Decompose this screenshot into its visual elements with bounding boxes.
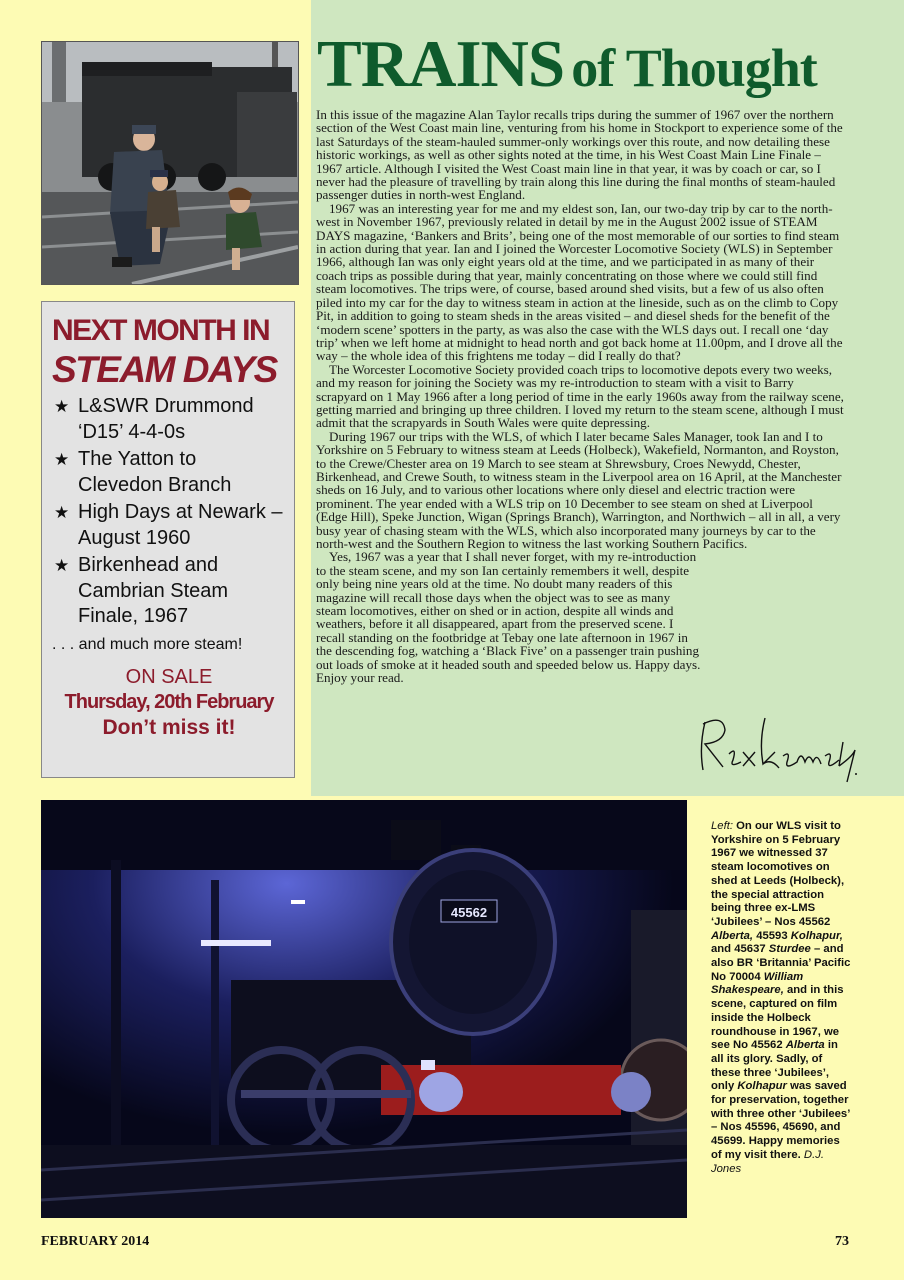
article-body xyxy=(316,108,846,684)
star-icon: ★ xyxy=(54,503,70,522)
more-steam-text: . . . and much more steam! xyxy=(52,635,243,653)
page-title: TRAINS of Thought xyxy=(317,27,817,101)
list-item: ★ The Yatton to Clevedon Branch xyxy=(54,448,232,496)
on-sale-label: ON SALE xyxy=(125,665,213,688)
star-icon: ★ xyxy=(54,450,70,469)
issue-date: FEBRUARY 2014 xyxy=(41,1234,150,1249)
star-icon: ★ xyxy=(54,556,70,575)
list-item: ★ Birkenhead and Cambrian Steam Finale, 1967 xyxy=(54,554,229,627)
next-month-box xyxy=(41,301,295,778)
steam-days-heading: STEAM DAYS xyxy=(52,349,277,390)
next-month-list xyxy=(52,394,286,630)
star-icon: ★ xyxy=(54,397,70,416)
article-paragraph: In this issue of the magazine Alan Taylor recalls trips during the summer of 1967 over the northern section of the West Coast main line, venturing from his home in Stockport to experience some of the last Saturdays of the steam-hauled summer-only workings over this route, and now detailing these historic workings, as well as other sights noted at the time, in his West Coast Main Line Finale – 1967 article. Although I visited the West Coast main line in that year, it was by coach or car, so I never had the pleasure of travelling by train along this line during the final months of steam-hauled passenger duties in north-west England. xyxy=(316,107,843,203)
next-month-heading: NEXT MONTH IN xyxy=(52,314,270,347)
list-item: ★ High Days at Newark – August 1960 xyxy=(54,501,283,549)
editor-signature xyxy=(693,712,863,784)
article-paragraph: The Worcester Locomotive Society provided coach trips to locomotive depots every two weeks, and my reason for joining the Society was my re-introduction to steam with a visit to Barry scrapyard on 1 May 1966 after a long period of time in the early 1960s away from the railway scene, getting married and bringing up three children. I loved my return to the steam scene, although I must admit that the scrapyards in South Wales were quite depressing. xyxy=(316,361,844,431)
list-item: ★ L&SWR Drummond ‘D15’ 4-4-0s xyxy=(54,395,254,443)
photo-locomotive-45562 xyxy=(41,800,687,1218)
photo-engine-shed xyxy=(41,41,299,285)
photo-credit: D.J. Jones xyxy=(711,1148,825,1175)
photo-caption: Left: On our WLS visit to Yorkshire on 5 February 1967 we witnessed 37 steam locomotives on shed at Leeds (Holbeck), the special attraction being three ex-LMS ‘Jubilees’ – Nos 45562 Alberta, 45593 Kolhapur, and 45637 Sturdee – and also BR ‘Britannia’ Pacific No 70004 William Shakespeare, and in this scene, captured on film inside the Holbeck roundhouse in 1967, we see No 45562 Alberta in all its glory. Sadly, of these three ‘Jubilees’, only Kolhapur was saved for preservation, together with three other ‘Jubilees’ – Nos 45596, 45690, and 45699. Happy memories of my visit there. D.J. Jones xyxy=(711,820,851,1175)
dont-miss-text: Don’t miss it! xyxy=(102,715,236,739)
page-number: 73 xyxy=(835,1234,849,1249)
loco-number-plate: 45562 xyxy=(450,905,488,920)
on-sale-date: Thursday, 20th February xyxy=(64,690,274,713)
article-paragraph: Yes, 1967 was a year that I shall never forget, with my re-introduction to the steam scene, and my son Ian certainly remembers it well, despite only being nine years old at the time. No doubt many readers of this magazine will recall those days when the object was to see as many steam locomotives, either on shed or in action, despite all winds and weathers, before it all disappeared, apart from the preserved scene. I recall standing on the footbridge at Tebay one late afternoon in 1967 in the descending fog, watching a ‘Black Five’ on a passenger train pushing out loads of smoke at it headed south and speeded below us. Happy days. Enjoy your read. xyxy=(316,549,701,686)
article-paragraph: During 1967 our trips with the WLS, of which I later became Sales Manager, took Ian and I to Yorkshire on 5 February to witness steam at Leeds (Holbeck), Wakefield, Normanton, and Royston, to the Crewe/Chester area on 19 March to see steam at Shrewsbury, Croes Newydd, Chester, Birkenhead, and Crewe South, to witness steam in the Liverpool area on 16 April, at the Manchester sheds on 16 July, and to various other locations where only diesel and electric traction were prominent. The year ended with a WLS trip on 10 December to see steam on shed at Liverpool (Edge Hill), Speke Junction, Wigan (Springs Branch), Warrington, and Northwich – all in all, a very busy year of chasing steam with the WLS, which also incorporated many journeys by car to the north-west and the Southern Region to witness the last working Southern Pacifics. xyxy=(316,428,842,551)
article-paragraph: 1967 was an interesting year for me and my eldest son, Ian, our two-day trip by car to the north-west in November 1967, previously related in detail by me in the August 2002 issue of STEAM DAYS magazine, ‘Bankers and Brits’, being one of the most memorable of our sorties to find steam in action during that year. Ian and I joined the Worcester Locomotive Society (WLS) in September 1966, although Ian was only eight years old at the time, and we participated in as many of their coach trips as possible during that year, mainly concentrating on those where we could still find steam locomotives. The trips were, of course, based around shed visits, but a few of us also often piled into my car for the day to witness steam in action at the lineside, such as on the climb to Copy Pit, in addition to going to steam sheds in the areas visited – and diesel sheds for the benefit of the ‘modern scene’ spotters in the party, as was also the case with the WLS days out. I recall one ‘day trip’ when we left home at midnight to head north and got back home at 11.00pm, and I drove all the way – the whole idea of this frightens me today – did I really do that? xyxy=(316,200,843,364)
